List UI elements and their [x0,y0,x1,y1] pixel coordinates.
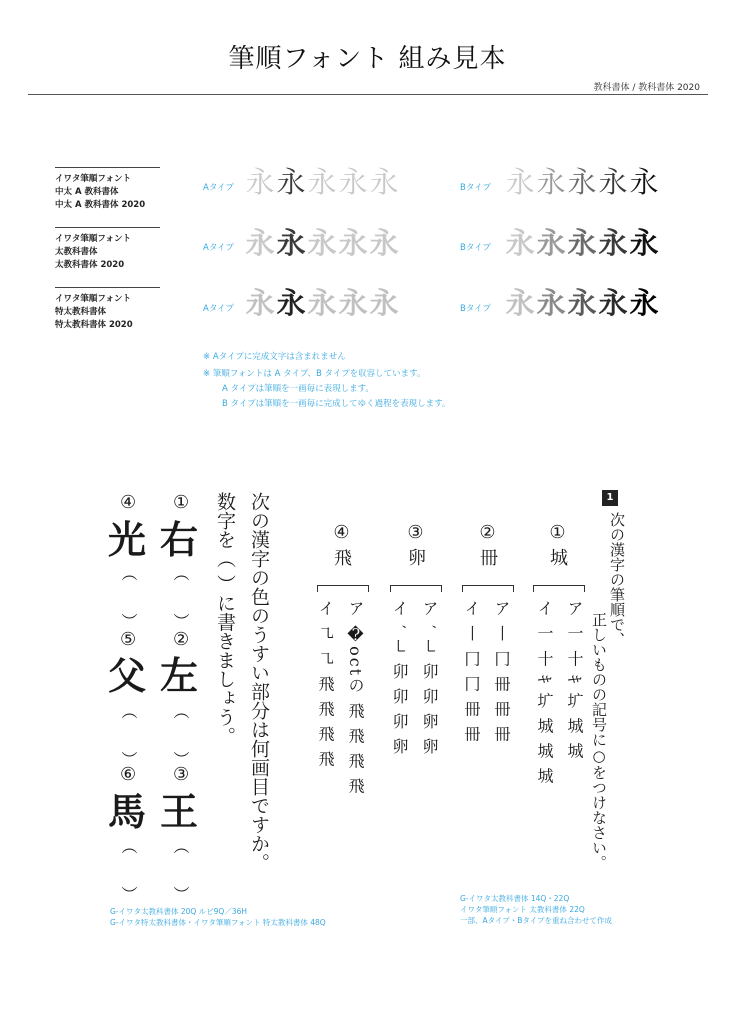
stroke-glyph: 永 [567,226,597,260]
q1-item-kanji: 冊 [477,548,498,566]
label-line: 太教科書体 2020 [55,260,125,270]
q2-item-kanji: 右 [160,517,199,562]
q2-item-kanji: 光 [108,517,147,562]
stroke-glyph: 永 [369,226,399,260]
q1-choice-b[interactable]: イ ㇈ ㇈ 飛 飛 飛 飛 [316,600,335,769]
q2-instruction-2: 数字を（ ）に書きましょう。 [214,492,236,746]
stroke-glyph: 永 [307,165,337,199]
stroke-glyph: 永 [505,286,535,320]
stroke-glyph: 永 [629,226,659,260]
type-b-label: Bタイプ [460,243,491,253]
label-line: 中太 A 教科書体 [55,187,119,197]
stroke-glyph: 永 [338,286,368,320]
q2-item-number: ⑤ [120,629,137,650]
q1-choice-a[interactable]: ア �octの 飛 飛 飛 飛 [346,600,365,796]
stroke-glyph: 永 [629,165,659,199]
q2-item-number: ⑥ [120,764,137,785]
choice-brace [317,585,369,592]
stroke-glyph: 永 [505,165,535,199]
q2-item-number: ③ [173,764,190,785]
q1-choice-a[interactable]: ア 丨 冂 冊 冊 冊 [492,600,511,744]
stroke-glyph: 永 [245,165,275,199]
sample-label-extrabold [55,287,160,332]
footnote-line: 一部、Aタイプ・Bタイプを重ね合わせて作成 [460,916,613,925]
q1-footnote [460,893,612,926]
stroke-glyph: 永 [598,226,628,260]
note-line: A タイプは筆順を一画毎に表現します。 [222,384,374,394]
label-line: 特太教科書体 [55,307,107,317]
answer-paren[interactable]: （ ） [119,838,138,902]
q2-item-number: ④ [120,492,137,513]
answer-paren[interactable]: （ ） [171,703,190,767]
choice-brace [462,585,514,592]
q2-item-kanji: 左 [160,653,199,698]
stroke-glyph: 永 [536,165,566,199]
type-b-glyphs [505,227,659,259]
stroke-glyph: 永 [276,286,306,320]
type-a-glyphs [245,287,399,319]
q1-item-number: ① [547,522,568,543]
q1-choice-a[interactable]: ア ′ ㇄ 卯 卯 卵 卵 [420,600,439,757]
footnote-line: イワタ筆順フォント 太教科書体 22Q [460,905,585,914]
stroke-glyph: 永 [598,165,628,199]
answer-paren[interactable]: （ ） [171,565,190,629]
stroke-glyph: 永 [276,226,306,260]
footnote-line: G-イワタ太教科書体 14Q・22Q [460,894,570,903]
q1-choice-b[interactable]: イ 一 十 ｷ 圹 城 城 城 [535,600,554,786]
stroke-glyph: 永 [245,226,275,260]
q2-item-kanji: 王 [160,789,199,834]
stroke-glyph: 永 [276,165,306,199]
q1-item-kanji: 城 [547,548,568,566]
stroke-glyph: 永 [369,286,399,320]
choice-brace [390,585,442,592]
footnote-line: G-イワタ特太教科書体・イワタ筆順フォント 特太教科書体 48Q [110,918,326,927]
q1-item-number: ④ [331,522,352,543]
label-line: 特太教科書体 2020 [55,320,133,330]
question-number-badge: 1 [602,490,618,506]
note-line: B タイプは筆順を一画毎に完成してゆく過程を表現します。 [222,399,451,409]
sample-label-bold [55,227,160,272]
stroke-glyph: 永 [245,286,275,320]
q1-instruction-2: 正しいものの記号に○をつけなさい。 [590,612,608,870]
type-b-label: Bタイプ [460,304,491,314]
page-title: 筆順フォント 組み見本 [228,44,507,74]
q1-item-number: ③ [405,522,426,543]
q2-footnote [110,906,326,928]
stroke-glyph: 永 [307,226,337,260]
q2-item-number: ① [173,492,190,513]
header-divider [28,94,708,95]
stroke-glyph: 永 [338,165,368,199]
sample-label-medium [55,167,160,212]
answer-paren[interactable]: （ ） [119,703,138,767]
q2-instruction-1: 次の漢字の色のうすい部分は何画目ですか。 [248,492,270,872]
type-b-label: Bタイプ [460,183,491,193]
q2-item-kanji: 馬 [108,789,147,834]
type-a-label: Aタイプ [203,183,234,193]
stroke-glyph: 永 [369,165,399,199]
stroke-glyph: 永 [567,286,597,320]
q1-item-kanji: 卵 [405,548,426,566]
label-line: 太教科書体 [55,247,98,257]
type-a-label: Aタイプ [203,304,234,314]
q1-item-number: ② [477,522,498,543]
note-line: ※ 筆順フォントは A タイプ、B タイプを収容しています。 [203,369,426,379]
type-b-glyphs [505,166,659,198]
stroke-glyph: 永 [505,226,535,260]
label-line: イワタ筆順フォント [55,294,131,304]
stroke-glyph: 永 [536,226,566,260]
stroke-glyph: 永 [338,226,368,260]
q1-choice-a[interactable]: ア 一 十 ｷ 圹 城 城 [565,600,584,761]
q2-item-number: ② [173,629,190,650]
label-line: 中太 A 教科書体 2020 [55,200,146,210]
note-line: ※ Aタイプに完成文字は含まれません [203,352,346,362]
q1-item-kanji: 飛 [331,548,352,566]
footnote-line: G-イワタ太教科書体 20Q ルビ9Q／36H [110,907,248,916]
choice-brace [533,585,585,592]
type-a-glyphs [245,166,399,198]
q1-instruction-1: 次の漢字の筆順で、 [608,512,626,647]
type-b-glyphs [505,287,659,319]
label-line: イワタ筆順フォント [55,234,131,244]
answer-paren[interactable]: （ ） [171,838,190,902]
answer-paren[interactable]: （ ） [119,565,138,629]
type-a-glyphs [245,227,399,259]
stroke-glyph: 永 [629,286,659,320]
stroke-glyph: 永 [307,286,337,320]
stroke-glyph: 永 [598,286,628,320]
type-a-label: Aタイプ [203,243,234,253]
label-line: イワタ筆順フォント [55,174,131,184]
q1-choice-b[interactable]: イ ′ ㇄ 卯 卯 卯 卵 [390,600,409,757]
q2-item-kanji: 父 [108,653,147,698]
page-subtitle: 教科書体 / 教科書体 2020 [593,83,700,93]
stroke-glyph: 永 [567,165,597,199]
q1-choice-b[interactable]: イ 丨 冂 冂 冊 冊 [462,600,481,744]
stroke-glyph: 永 [536,286,566,320]
